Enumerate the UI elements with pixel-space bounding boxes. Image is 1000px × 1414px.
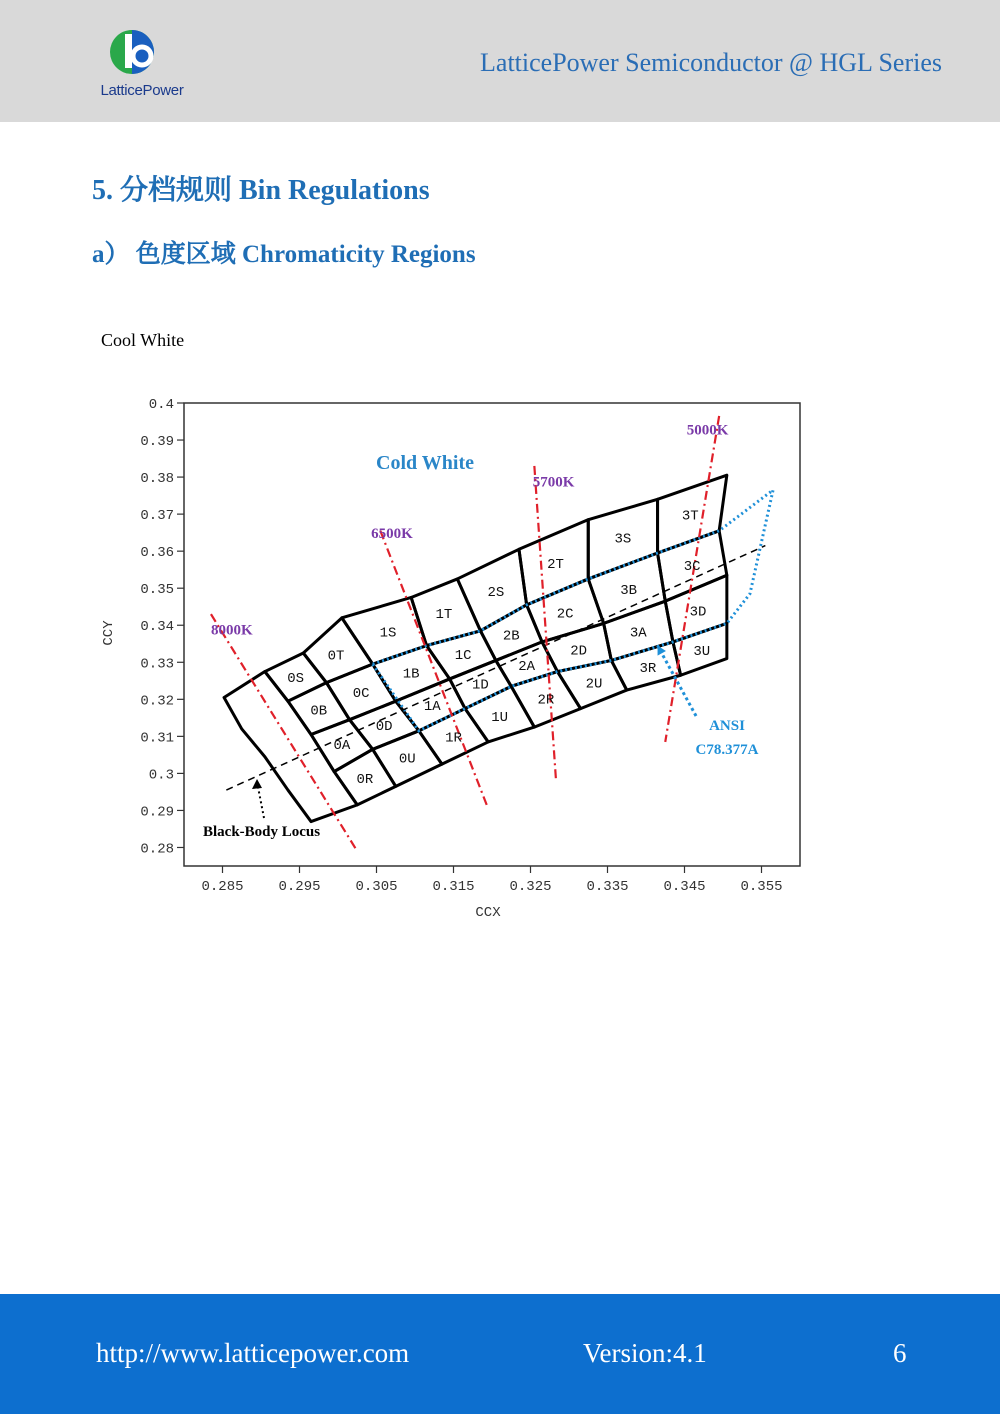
- bin-label: 2R: [537, 692, 555, 709]
- bin-label: 3S: [614, 531, 632, 548]
- header-title: LatticePower Semiconductor @ HGL Series: [480, 48, 942, 77]
- bin-label: 2S: [487, 584, 505, 601]
- bin-label: 1T: [435, 607, 453, 624]
- y-tick-label: 0.29: [140, 804, 174, 821]
- bin-label: 0D: [375, 719, 393, 736]
- region-title: Cold White: [376, 452, 474, 474]
- x-tick-label: 0.335: [586, 879, 629, 895]
- bin-label: 0T: [327, 648, 345, 665]
- y-tick-label: 0.3: [148, 767, 174, 784]
- bin-label: 0C: [352, 685, 370, 702]
- x-axis-label: CCX: [475, 905, 501, 921]
- figure-caption: Cool White: [101, 330, 185, 350]
- y-axis: [140, 397, 184, 857]
- y-tick-label: 0.34: [140, 619, 174, 636]
- x-tick-label: 0.285: [201, 879, 244, 895]
- footer-version: Version:4.1: [583, 1338, 707, 1368]
- plot-frame: [184, 403, 800, 866]
- bin-label: 2C: [556, 606, 574, 623]
- locus-label: Black-Body Locus: [203, 824, 321, 840]
- bin-label: 3C: [683, 559, 701, 576]
- page-footer: [0, 1294, 1000, 1414]
- section-title: 5. 分档规则 Bin Regulations: [92, 175, 430, 206]
- bin-label: 3B: [620, 583, 638, 600]
- bin-label: 1U: [491, 709, 509, 726]
- bin-label: 0A: [333, 737, 351, 754]
- bin-label: 1A: [423, 698, 441, 715]
- bin-label: 2U: [585, 676, 603, 693]
- y-tick-label: 0.33: [140, 656, 174, 673]
- bin-label: 3U: [693, 643, 711, 660]
- x-tick-label: 0.305: [355, 879, 398, 895]
- ansi-label: C78.377A: [695, 742, 759, 758]
- y-tick-label: 0.35: [140, 582, 174, 599]
- bin-label: 1C: [454, 647, 472, 664]
- bin-label: 3A: [629, 625, 647, 642]
- y-tick-label: 0.38: [140, 471, 174, 488]
- bin-label: 2B: [502, 628, 520, 645]
- cct-label: 6500K: [371, 526, 413, 543]
- x-tick-label: 0.355: [740, 879, 783, 895]
- page-number: 6: [893, 1338, 907, 1368]
- cct-label: 5700K: [532, 474, 575, 491]
- ansi-label: ANSI: [709, 718, 745, 734]
- x-tick-label: 0.345: [663, 879, 706, 895]
- y-tick-label: 0.39: [140, 434, 174, 451]
- bin-label: 2T: [547, 557, 564, 574]
- bin-label: 0B: [310, 703, 328, 720]
- bin-label: 3R: [639, 660, 657, 677]
- cct-label: 8000K: [210, 622, 253, 639]
- bin-label: 1B: [402, 666, 420, 683]
- bin-label: 1D: [472, 677, 489, 694]
- bin-label: 0R: [356, 772, 374, 789]
- cct-label: 5000K: [686, 422, 729, 439]
- y-tick-label: 0.37: [140, 508, 174, 525]
- logo-text: LatticePower: [100, 82, 184, 99]
- y-tick-label: 0.32: [140, 693, 174, 710]
- bin-label: 0S: [287, 671, 305, 688]
- y-tick-label: 0.4: [148, 397, 174, 413]
- bin-label: 1R: [445, 730, 462, 747]
- y-tick-label: 0.31: [140, 730, 174, 747]
- y-tick-label: 0.28: [140, 841, 174, 858]
- section-subtitle: a） 色度区域 Chromaticity Regions: [92, 241, 476, 268]
- y-axis-label: CCY: [101, 620, 117, 646]
- footer-url[interactable]: http://www.latticepower.com: [96, 1338, 410, 1368]
- x-tick-label: 0.295: [278, 879, 321, 895]
- y-tick-label: 0.36: [140, 545, 174, 562]
- bin-label: 2D: [570, 643, 588, 660]
- x-tick-label: 0.315: [432, 879, 475, 895]
- bin-label: 3T: [681, 508, 699, 525]
- bin-label: 2A: [518, 659, 536, 676]
- x-axis: [201, 866, 782, 895]
- bin-label: 3D: [689, 604, 707, 621]
- bin-label: 0U: [398, 751, 416, 768]
- x-tick-label: 0.325: [509, 879, 552, 895]
- page-header: [0, 0, 1000, 122]
- bin-label: 1S: [379, 625, 397, 642]
- chromaticity-chart: [90, 385, 820, 930]
